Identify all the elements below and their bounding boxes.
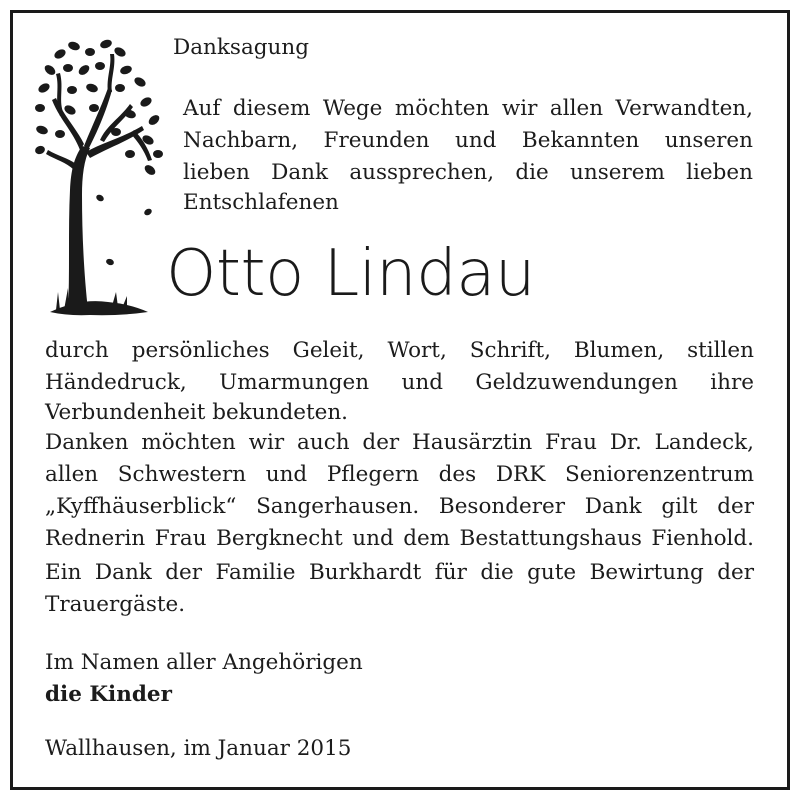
intro-line: lieben Dank aussprechen, die unserem lieben bbox=[183, 160, 753, 185]
body-line: „Kyffhäuserblick“ Sangerhausen. Besonderer Dank gilt der bbox=[45, 494, 754, 519]
body-line: Verbundenheit bekundeten. bbox=[45, 400, 349, 425]
heading: Danksagung bbox=[173, 35, 310, 60]
body-line: Händedruck, Umarmungen und Geldzuwendungen ihre bbox=[45, 370, 754, 395]
body-line: Danken möchten wir auch der Hausärztin Frau Dr. Landeck, bbox=[45, 430, 754, 455]
body-line: allen Schwestern und Pflegern des DRK Seniorenzentrum bbox=[45, 462, 754, 487]
body-line: Ein Dank der Familie Burkhardt für die gute Bewirtung der bbox=[45, 560, 754, 585]
tree-icon bbox=[30, 30, 170, 320]
body-line: Trauergäste. bbox=[45, 592, 186, 617]
intro-line: Entschlafenen bbox=[183, 190, 339, 215]
closing-on-behalf: Im Namen aller Angehörigen bbox=[45, 650, 363, 675]
intro-line: Nachbarn, Freunden und Bekannten unseren bbox=[183, 128, 753, 153]
place-date: Wallhausen, im Januar 2015 bbox=[45, 736, 352, 761]
body-line: Rednerin Frau Bergknecht und dem Bestattungshaus Fienhold. bbox=[45, 526, 754, 551]
deceased-name: Otto Lindau bbox=[166, 237, 535, 311]
body-line: durch persönliches Geleit, Wort, Schrift, Blumen, stillen bbox=[45, 338, 754, 363]
intro-line: Auf diesem Wege möchten wir allen Verwandten, bbox=[183, 96, 753, 121]
closing-signature: die Kinder bbox=[45, 682, 172, 707]
